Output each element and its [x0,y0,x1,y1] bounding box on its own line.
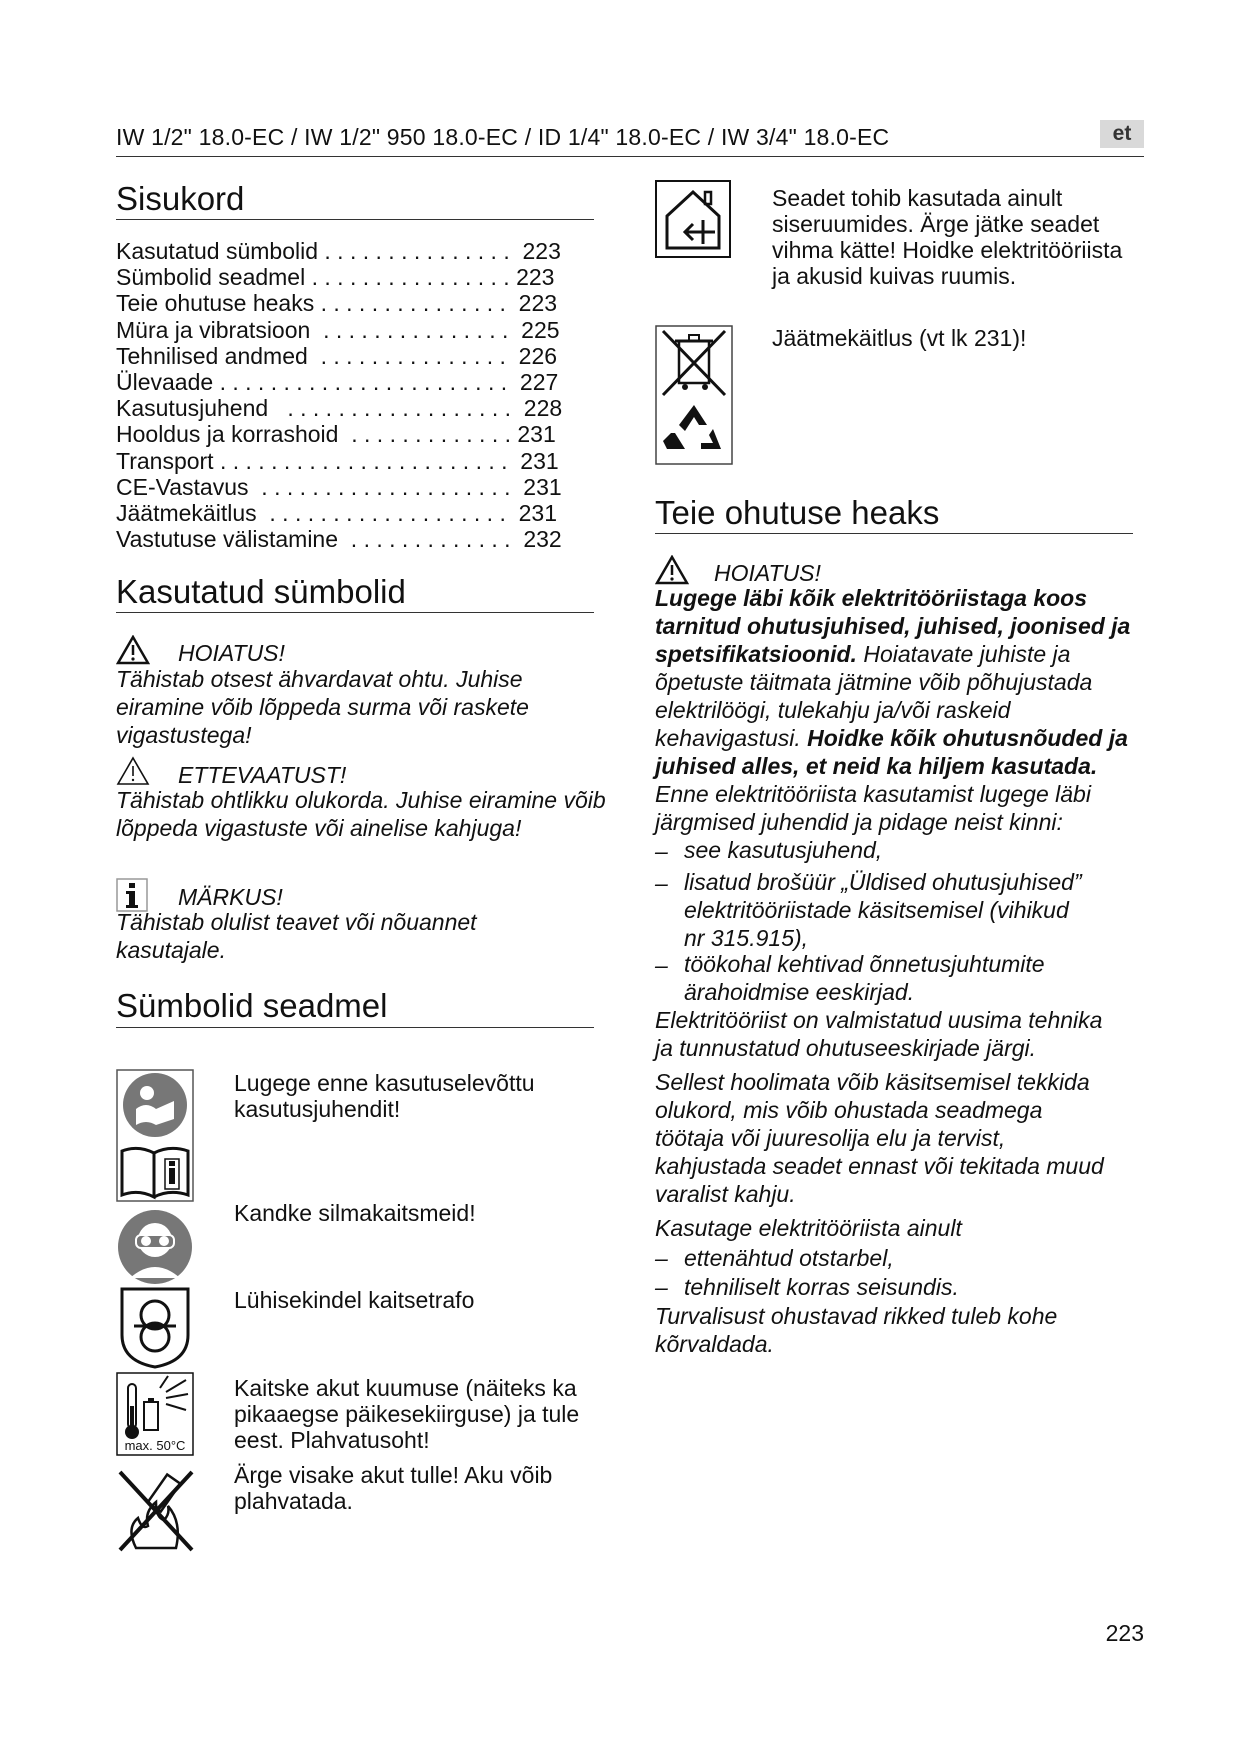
safety-warning-label: HOIATUS! [714,560,821,586]
bullet-dash: – [655,1274,668,1300]
text-line: Elektritööriist on valmistatud uusima tehnika [655,1007,1103,1033]
safety-p1-line: Lugege läbi kõik elektritööriistaga koos [655,585,1088,611]
text-line: ja tunnustatud ohutuseeskirjade järgi. [655,1035,1037,1061]
symbols-used-rule [116,612,594,613]
bullet-dash: – [655,952,668,978]
ce-mark: CE [116,473,148,500]
warning-label: HOIATUS! [178,640,285,666]
weee-recycling-icon [655,325,733,465]
toc-title: Sisukord [116,180,245,217]
toc-entry[interactable]: Teie ohutuse heaks . . . . . . . . . . . . . . . 223 [116,290,558,317]
toc-entry[interactable] [116,474,621,500]
toc-entry[interactable]: Müra ja vibratsioon . . . . . . . . . . . . . . . 225 [116,316,560,343]
text-line: elektritööriistade käsitsemisel (vihikud [684,897,1069,923]
toc-entry[interactable]: Sümbolid seadmel . . . . . . . . . . . . . . . . 223 [116,264,555,291]
toc-entry[interactable]: Jäätmekäitlus . . . . . . . . . . . . . . . . . . . 231 [116,500,557,527]
safety-p1-line: juhised alles, et neid ka hiljem kasutada. [655,753,1098,779]
text-line: lisatud brošüür „Üldised ohutusjuhised” [684,869,1082,895]
wear-goggles-icon [116,1208,194,1286]
text-line: järgmised juhendid ja pidage neist kinni: [655,809,1063,835]
bullet-dash: – [655,838,668,864]
safety-warning-triangle-icon [655,555,689,585]
warning-triangle-icon [116,635,150,665]
text-line: Enne elektritööriista kasutamist lugege läbi [655,781,1091,807]
safety-paragraph-5: Kasutage elektritööriista ainult [655,1215,962,1241]
bullet-dash: – [655,870,668,896]
text-line: kahjustada seadet ennast või tekitada muud [655,1153,1104,1179]
warning-description: Tähistab otsest ähvardavat ohtu. Juhise eiramine võib lõppeda surma või raskete vigastustega! [116,666,529,748]
language-badge: et [1100,120,1144,148]
toc-entry[interactable]: Hooldus ja korrashoid . . . . . . . . . . . . . 231 [116,421,556,448]
safety-paragraph-3 [655,1006,1155,1062]
toc-rule [116,219,594,220]
max-temperature-text: Kaitske akut kuumuse (näiteks ka pikaaegse päikesekiirguse) ja tule eest. Plahvatusoht! [234,1375,580,1453]
text-line: töökohal kehtivad õnnetusjuhtumite [684,951,1045,977]
device-symbols-title: Sümbolid seadmel [116,987,388,1024]
indoor-use-text: Seadet tohib kasutada ainult siseruumides. Ärge jätke seadet vihma kätte! Hoidke elektritööriista ja akusid kuivas ruumis. [772,185,1123,289]
safety-p1-line: elektrilöögi, tulekahju ja/või raskeid [655,697,1011,723]
safety-paragraph-4 [655,1068,1155,1208]
table-of-contents [116,238,621,552]
safety-p1-line: tarnitud ohutusjuhised, juhised, joonised ja [655,613,1131,639]
toc-entry[interactable]: Transport . . . . . . . . . . . . . . . . . . . . . . . 231 [116,447,559,474]
device-symbols-rule [116,1027,594,1028]
toc-entry[interactable]: Tehnilised andmed . . . . . . . . . . . . . . . 226 [116,342,558,369]
note-label: MÄRKUS! [178,884,283,910]
text-line: Turvalisust ohustavad rikked tuleb kohe [655,1303,1058,1329]
text-line: varalist kahju. [655,1181,796,1207]
info-icon [116,878,148,912]
text-line: Sellest hoolimata võib käsitsemisel tekkida [655,1069,1090,1095]
caution-triangle-icon [116,756,150,786]
text-line: töötaja või juuresolija elu ja tervist, [655,1125,1006,1151]
wear-goggles-text: Kandke silmakaitsmeid! [234,1200,476,1226]
weee-text: Jäätmekäitlus (vt lk 231)! [772,325,1027,351]
page-number: 223 [1105,1620,1144,1646]
safety-paragraph-2 [655,780,1155,836]
bullet-item: tehniliselt korras seisundis. [684,1274,959,1300]
bullet-item [684,950,1154,1006]
caution-description: Tähistab ohtlikku olukorda. Juhise eiramine võib lõppeda vigastuste või ainelise kahjuga! [116,787,606,841]
toc-entry[interactable]: Kasutusjuhend . . . . . . . . . . . . . . . . . . 228 [116,395,563,422]
header-title: IW 1/2" 18.0-EC / IW 1/2" 950 18.0-EC / ID 1/4" 18.0-EC / IW 3/4" 18.0-EC [116,124,890,150]
max-temperature-label: max. 50°C [124,1438,186,1453]
short-circuit-transformer-icon [116,1285,194,1369]
text-line: nr 315.915), [684,925,809,951]
caution-label: ETTEVAATUST! [178,762,347,788]
read-manual-text: Lugege enne kasutuselevõttu kasutusjuhendit! [234,1070,535,1122]
toc-entry[interactable]: Ülevaade . . . . . . . . . . . . . . . . . . . . . . . 227 [116,369,559,396]
bullet-item: ettenähtud otstarbel, [684,1245,894,1271]
toc-entry[interactable]: Vastutuse välistamine . . . . . . . . . . . . . 232 [116,526,562,553]
text-line: olukord, mis võib ohustada seadmega [655,1097,1043,1123]
note-description: Tähistab olulist teavet või nõuannet kasutajale. [116,909,477,963]
short-circuit-transformer-text: Lühisekindel kaitsetrafo [234,1287,475,1313]
indoor-use-icon [655,180,731,258]
page-header [116,120,1144,157]
safety-rule [655,533,1133,534]
safety-p1-line: spetsifikatsioonid. Hoiatavate juhiste ja [655,641,1071,667]
safety-paragraph-6 [655,1302,1155,1358]
toc-entry[interactable]: Kasutatud sümbolid . . . . . . . . . . . . . . . 223 [116,238,561,264]
safety-paragraph-1 [655,584,1155,780]
symbols-used-title: Kasutatud sümbolid [116,573,406,610]
bullet-item [684,836,1154,864]
safety-p1-line: õpetuste täitmata jätmine võib põhujustada [655,669,1093,695]
text-line: see kasutusjuhend, [684,837,883,863]
bullet-dash: – [655,1245,668,1271]
bullet-item [684,868,1154,952]
no-fire-battery-text: Ärge visake akut tulle! Aku võib plahvatada. [234,1462,553,1514]
text-line: kõrvaldada. [655,1331,774,1357]
toc-entry-text: -Vastavus . . . . . . . . . . . . . . . . . . . . 231 [147,473,562,500]
text-line: ärahoidmise eeskirjad. [684,979,915,1005]
safety-title: Teie ohutuse heaks [655,494,940,531]
safety-p1-line: kehavigastusi. Hoidke kõik ohutusnõuded ja [655,725,1128,751]
read-manual-icon [116,1069,194,1202]
no-fire-battery-icon [116,1468,196,1554]
